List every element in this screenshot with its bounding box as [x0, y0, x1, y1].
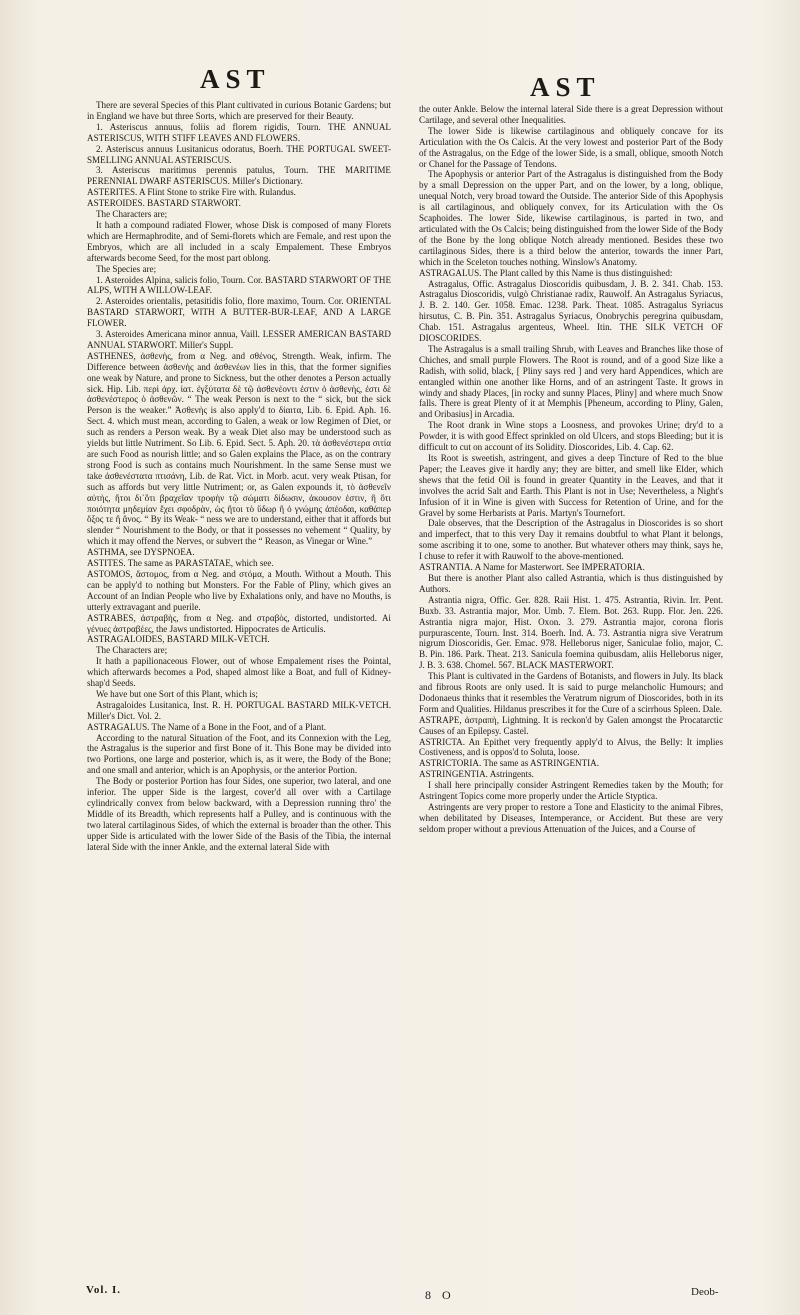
entry-heading: ASTEROIDES. BASTARD STARWORT. — [87, 198, 241, 209]
paragraph: Astrantia nigra, Offic. Ger. 828. Raii Hist. 1. 475. Astrantia, Rivin. Irr. Pent. Buxb. 33. Astrantia major, Mor. Umb. 7. Elem. Bot. 263. Rupp. Flor. Jen. 226. Astrantia nigra major, Hist. Oxon. 3. 279. Astrantia major, corona floris purpurascente, Tourn. Inst. 314. Boerh. Ind. A. 73. Astrantia nigra sive Veratrum nigrum Dioscoridis, Ger. Emac. 978. Helleborus niger, Saniculae folio, major, C. B. Pin. 186. Park. Theat. 213. Sanicula foemina quibusdam, aliis Helleborus niger, J. B. 3. 638. Chomel. 567. BLACK MASTERWORT. — [419, 594, 723, 671]
paragraph: The Characters are; — [96, 209, 168, 220]
paragraph: There are several Species of this Plant cultivated in curious Botanic Gardens; but in England we have but three Sorts, which are preserved for their Beauty. — [87, 100, 391, 121]
paragraph: Its Root is sweetish, astringent, and gives a deep Tincture of Red to the blue Paper; the Leaves give it hardly any; they are bitter, and smell like Elder, which shews that the fetid Oil is found in greater Quantity in the Leaves, and that it involves the acrid Salt and Earth. This Plant is not in Use; Nevertheless, a Night's Infusion of it in Wine is given with Success for Retention of Urine, and for the Gravel by some Herbarists at Paris. Martyn's Tournefort. — [419, 453, 723, 518]
paragraph: The Apophysis or anterior Part of the Astragalus is distinguished from the Body by a small Depression on the upper Part, and on the lower, by a long, oblique, unequal Notch, very broad toward the Outside. The anterior Side of this Apophysis is all cartilaginous, and obliquely convex, for its Articulation with the Os Scaphoides. The lower Side, likewise cartilaginous, is parted in two, and articulated with the Os Calcis; being distinguished from the lower Side of the Body of the Bone by the long oblique Notch already mentioned. Besides these two cartilaginous Sides, there is a third below the anterior, towards the inner Part, which in the Sceleton touches nothing. Winslow's Anatomy. — [419, 169, 723, 267]
entry-heading: ASTHMA, see DYSPNOEA. — [87, 547, 195, 558]
paragraph: According to the natural Situation of the Foot, and its Connexion with the Leg, the Astragalus is the superior and first Bone of it. This Bone may be divided into two Portions, one large and posterior, which is, as it were, the Body of the Bone; and one small and anterior, which is an Apophysis, or the anterior Portion. — [87, 732, 391, 776]
paragraph: The Species are; — [96, 263, 157, 274]
paragraph: 2. Asteroides orientalis, petasitidis folio, flore maximo, Tourn. Cor. ORIENTAL BASTARD STARWORT, WITH A BUTTER-BUR-LEAF, AND A LARGE FLOWER. — [87, 296, 391, 329]
page-footer — [0, 1284, 800, 1308]
paragraph: The Body or posterior Portion has four Sides, one superior, two lateral, and one inferior. The upper Side is the largest, cover'd all over with a Cartilage cylindrically convex from below backward, with a Depression running thro' the Middle of its Breadth, which represents half a Pulley, and is continuous with the two lateral cartilaginous Sides, of which the external is broader than the other. This upper Side is articulated with the lower Side of the Basis of the Tibia, the internal lateral Side with the inner Ankle, and the external lateral Side with — [87, 776, 391, 852]
paragraph: The Astragalus is a small trailing Shrub, with Leaves and Branches like those of Chiches, and small purple Flowers. The Root is round, and of a good Size like a Radish, with solid, black, [ Pliny says red ] and very hard Appendices, which are entangled within one another like Horns, and of an astringent Taste. It grows in windy and shady Places, [in rocky and sunny Places, Pliny] and where much Snow falls. There is great Plenty of it at Memphis [Pheneum, according to Pliny, Galen, and Oribasius] in Arcadia. — [419, 343, 723, 420]
entry-heading: ASTRICTORIA. The same as ASTRINGENTIA. — [419, 758, 600, 769]
catchword: Deob- — [691, 1286, 719, 1298]
paragraph: It hath a compound radiated Flower, whose Disk is composed of many Florets which are Hermaphrodite, and of Semi-florets which are Female, and rest upon the Embryos, which are all included in a scaly Empalement. These Embryos afterwards become Seed, for the most part oblong. — [87, 219, 391, 263]
entry-heading: ASTRAPE, ἀστραπὴ, Lightning. It is reckon'd by Galen amongst the Procatarctic Causes of an Epilepsy. Castel. — [419, 714, 723, 736]
entry-heading: ASTHENES, ἀσθενὴς, from α Neg. and σθένος, Strength. Weak, infirm. The Difference between ἀσθενὴς and ἀσθενέων lies in this, that the former signifies one weak by Nature, and prone to Sickness, but the other denotes a Person actually sick. Hip. Lib. περὶ ἀρχ. ἰατ. ἐγξύτατα δὲ τῷ ἀσθενέοντι ἐστιν ὁ ἀσθενὴς, ἐστι δὲ ἀσθενέστερος ὁ ἀσθενῶν. “ The weak Person is next to the “ sick, but the sick Person is the weaker.” Ἀσθενὴς is also apply'd to δίαιτα, Lib. 6. Epid. Aph. 16. Sect. 4. which must mean, according to Galen, a weak or low Regimen of Diet, or such as renders a Person weak. By a weak Diet also may be understood such as yields but little Nutriment. So Lib. 6. Epid. Sect. 5. Aph. 20. τὰ ἀσθενέστερα σιτία are such Food as nourish little; and so Galen explains the Place, as on the contrary strong Food is such as contains much Nourishment. In the same Sense must we take ἀσθενέστατα πτισάνη, Lib. de Rat. Vict. in Morb. acut. very weak Ptisan, for such as affords but very little Nutriment; or, as Galen expounds it, τὸ ἀσθενεῖν αὐτὴς, ἤτοι δι᾽ὅτι βραχεῖαν τροφὴν τῷ σώματι δίδωσιν, ἀκουσον ἐστιν, ἢ ὅτι ποιότητα μηδεμίαν ἔχει σφοδρὰν, ὡς ἤτοι τὸ ὕδωρ ἢ ὁ γνώμης ἀπέοδαι, καθάπερ ὄξος τε ἢ ἄνος. “ By its Weak- “ ness we are to understand, either that it affords but slender “ Nourishment to the Body, or that it possesses no vehement “ Quality, by which it may offend the Nerves, or subvert the “ Reason, as Vinegar or Wine.” — [87, 350, 391, 547]
running-head-right: AST — [530, 72, 601, 102]
paragraph: This Plant is cultivated in the Gardens of Botanists, and flowers in July. Its black and fibrous Roots are only used. It is said to purge melancholic Humours; and Dodonaeus thinks that it resembles the Veratrum nigrum of Dioscorides, both in its Form and Qualities. Hildanus prescribes it for the Cure of a scirrhous Spleen. Dale. — [419, 671, 723, 714]
running-head-left: AST — [200, 64, 271, 94]
paragraph: Astragaloides Lusitanica, Inst. R. H. PORTUGAL BASTARD MILK-VETCH. Miller's Dict. Vol. 2. — [87, 699, 391, 721]
volume-label: Vol. I. — [86, 1284, 122, 1296]
paragraph: 2. Asteriscus annuus Lusitanicus odoratus, Boerh. THE PORTUGAL SWEET-SMELLING ANNUAL ASTERISCUS. — [87, 143, 391, 165]
paragraph: I shall here principally consider Astringent Remedies taken by the Mouth; for Astringent Topics come more properly under the Article Styptica. — [419, 780, 723, 802]
paragraph: the outer Ankle. Below the internal lateral Side there is a great Depression without Cartilage, and several other Inequalities. — [419, 104, 723, 125]
paragraph: 3. Asteroides Americana minor annua, Vaill. LESSER AMERICAN BASTARD ANNUAL STARWORT. Miller's Suppl. — [87, 329, 391, 350]
right-column — [419, 104, 723, 1289]
entry-heading: ASTRINGENTIA. Astringents. — [419, 769, 534, 780]
paragraph: The Characters are; — [96, 645, 168, 656]
left-column — [87, 100, 391, 1285]
entry-heading: ASTRABES, ἀστραβὴς, from α Neg. and στραβὸς, distorted, undistorted. Αἱ γένυες ἀστραβέες, the Jaws undistorted. Hippocrates de Articulis. — [87, 612, 391, 634]
entry-heading: ASTOMOS, ἄστομος, from α Neg. and στόμα, a Mouth. Without a Mouth. This can be apply'd to nothing but Monsters. For the Fable of Pliny, which gives an Account of an Indian People who live by Exhalations only, and have no Mouths, is utterly extravagant and puerile. — [87, 568, 391, 612]
paragraph: 3. Asteriscus maritimus perennis patulus, Tourn. THE MARITIME PERENNIAL DWARF ASTERISCUS. Miller's Dictionary. — [87, 165, 391, 187]
paragraph: 1. Asteriscus annuus, foliis ad florem rigidis, Tourn. THE ANNUAL ASTERISCUS, WITH STIFF LEAVES AND FLOWERS. — [87, 121, 391, 143]
entry-heading: ASTRAGALUS. The Plant called by this Name is thus distinguished: — [419, 267, 673, 278]
paragraph: 1. Asteroides Alpina, salicis folio, Tourn. Cor. BASTARD STARWORT OF THE ALPS, WITH A WILLOW-LEAF. — [87, 274, 391, 296]
paragraph: The Root drank in Wine stops a Loosness, and provokes Urine; dry'd to a Powder, it is with good Effect sprinkled on old Ulcers, and stops Bleeding; but it is difficult to cut on account of its Solidity. Dioscorides, Lib. 4. Cap. 62. — [419, 420, 723, 453]
paragraph: Dale observes, that the Description of the Astragalus in Dioscorides is so short and imperfect, that to this very Day it remains doubtful to what Plant it belongs, some ascribing it to one, some to another. But whatever others may think, says he, I chuse to refer it with Rauwolf to the above-mentioned. — [419, 518, 723, 562]
paragraph: But there is another Plant also called Astrantia, which is thus distinguished by Authors. — [419, 572, 723, 594]
entry-heading: ASTITES. The same as PARASTATAE, which see. — [87, 558, 274, 569]
paragraph: The lower Side is likewise cartilaginous and obliquely concave for its Articulation with the Os Calcis. At the very lowest and posterior Part of the Body of the Astragalus, on the Edge of the lower Side, is a small, oblique, smooth Notch or Chanel for the Passage of Tendons. — [419, 125, 723, 169]
signature-mark: 8 O — [425, 1288, 455, 1302]
paragraph: It hath a papilionaceous Flower, out of whose Empalement rises the Pointal, which afterwards becomes a Pod, shaped almost like a Boat, and full of Kidney-shap'd Seeds. — [87, 656, 391, 689]
entry-heading: ASTRAGALUS. The Name of a Bone in the Foot, and of a Plant. — [87, 721, 327, 732]
paragraph: We have but one Sort of this Plant, which is; — [96, 688, 258, 699]
entry-heading: ASTRANTIA. A Name for Masterwort. See IMPERATORIA. — [419, 562, 645, 573]
entry-heading: ASTRICTA. An Epithet very frequently apply'd to Alvus, the Belly: It implies Costiveness, and is oppos'd to Soluta, loose. — [419, 736, 723, 758]
paragraph: Astragalus, Offic. Astragalus Dioscoridis quibusdam, J. B. 2. 341. Chab. 153. Astragalus Dioscoridis, vulgò Christianae radix, Rauwolf. An Astragalus Syriacus, J. B. 2. 140. Ger. 1058. Emac. 1238. Park. Theat. 1085. Astragalus Syriacus hirsutus, C. B. Pin. 351. Astragalus Syriacus, Onobrychis peregrina quibusdam, Chab. 151. Astragalus argenteus, Wheel. Itin. THE SILK VETCH OF DIOSCORIDES. — [419, 278, 723, 344]
entry-heading: ASTRAGALOIDES, BASTARD MILK-VETCH. — [87, 634, 270, 645]
paragraph: Astringents are very proper to restore a Tone and Elasticity to the animal Fibres, when debilitated by Diseases, Intemperance, or Accident. But these are very seldom proper without a previous Attenuation of the Juices, and a Course of — [419, 802, 723, 834]
running-header — [0, 58, 800, 102]
entry-heading: ASTERITES. A Flint Stone to strike Fire with. Rulandus. — [87, 187, 296, 198]
